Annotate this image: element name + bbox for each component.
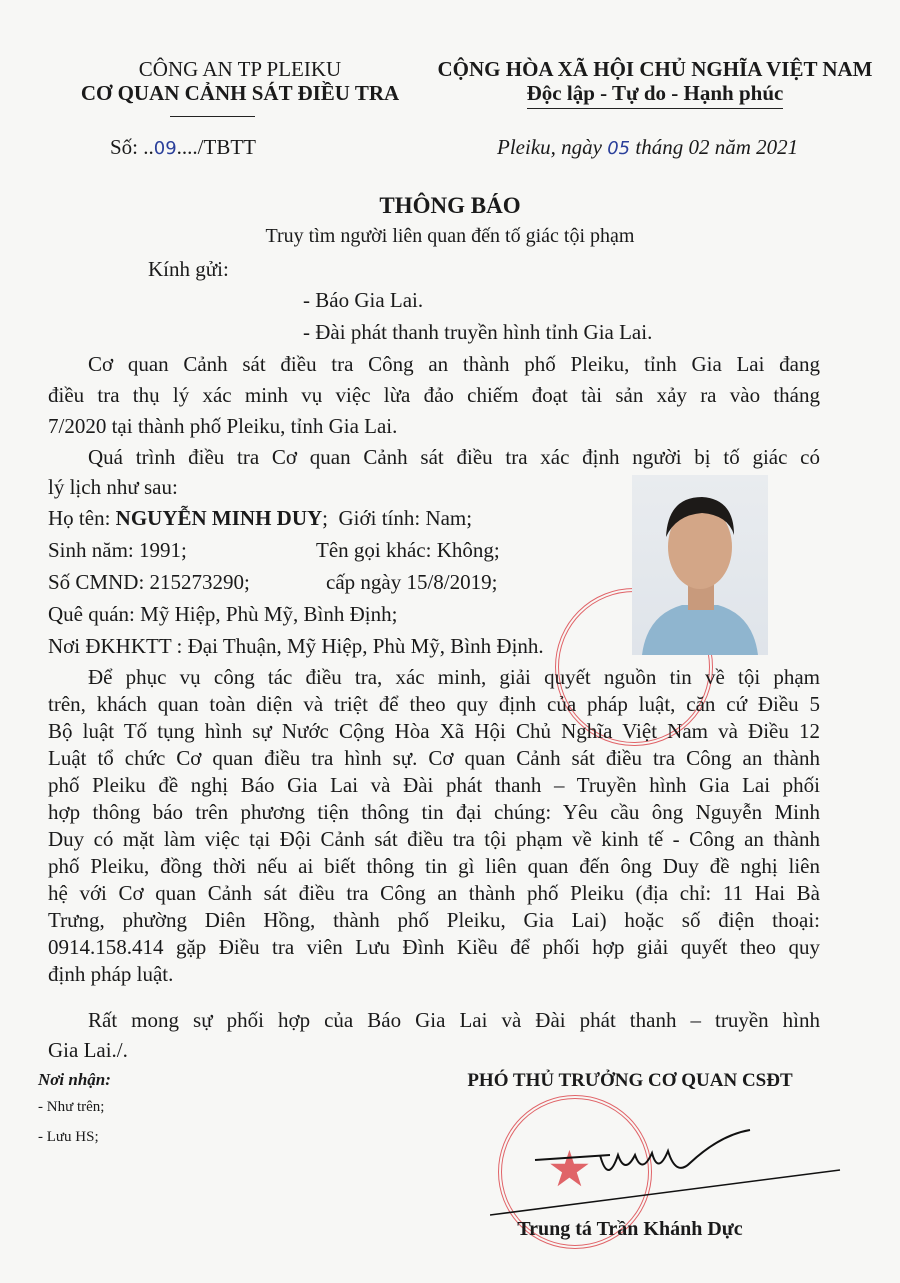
document-date: Pleiku, ngày 05 tháng 02 năm 2021 (497, 135, 799, 159)
person-residence: Nơi ĐKHKTT : Đại Thuận, Mỹ Hiệp, Phù Mỹ, Bình Định. (48, 634, 544, 658)
para3-line: 0914.158.414 gặp Điều tra viên Lưu Đình Kiều để phối hợp giải quyết theo quy (48, 935, 820, 959)
recipients-label: Kính gửi: (148, 257, 229, 281)
signatory-title: PHÓ THỦ TRƯỞNG CƠ QUAN CSĐT (467, 1070, 793, 1091)
para4-line: Rất mong sự phối hợp của Báo Gia Lai và Đài phát thanh – truyền hình (88, 1008, 820, 1032)
person-birth-line: Sinh năm: 1991; Tên gọi khác: Không; (48, 538, 500, 562)
para1-line: điều tra thụ lý xác minh vụ việc lừa đảo chiếm đoạt tài sản xảy ra vào tháng (48, 383, 820, 407)
para3-line: phố Pleiku đề nghị Báo Gia Lai và Đài phát thanh – Truyền hình Gia Lai phối (48, 773, 820, 797)
person-hometown: Quê quán: Mỹ Hiệp, Phù Mỹ, Bình Định; (48, 602, 398, 626)
distribution-item: - Lưu HS; (38, 1129, 99, 1145)
para1-line: Cơ quan Cảnh sát điều tra Công an thành phố Pleiku, tỉnh Gia Lai đang (88, 352, 820, 376)
document-title: THÔNG BÁO (379, 193, 521, 218)
signature-icon (490, 1115, 850, 1225)
distribution-label: Nơi nhận: (38, 1070, 111, 1089)
recipient-item: - Đài phát thanh truyền hình tỉnh Gia Lai. (303, 320, 653, 344)
para3-line: Trưng, phường Diên Hồng, thành phố Pleiku, Gia Lai) hoặc số điện thoại: (48, 908, 820, 932)
national-motto: Độc lập - Tự do - Hạnh phúc (410, 81, 900, 106)
para3-line: định pháp luật. (48, 962, 174, 986)
para2-line: lý lịch như sau: (48, 475, 178, 499)
document-subtitle: Truy tìm người liên quan đến tố giác tội phạm (265, 225, 635, 247)
person-photo (632, 475, 768, 655)
agency-name: CÔNG AN TP PLEIKU (138, 57, 342, 81)
signatory-name: Trung tá Trần Khánh Dực (517, 1218, 743, 1240)
person-id-line: Số CMND: 215273290; cấp ngày 15/8/2019; (48, 570, 498, 594)
recipient-item: - Báo Gia Lai. (303, 288, 424, 312)
para4-line: Gia Lai./. (48, 1038, 128, 1062)
para1-line: 7/2020 tại thành phố Pleiku, tỉnh Gia Lai. (48, 414, 398, 438)
para3-line: hệ với Cơ quan Cảnh sát điều tra Công an thành phố Pleiku (địa chỉ: 11 Hai Bà (48, 881, 820, 905)
national-title: CỘNG HÒA XÃ HỘI CHỦ NGHĨA VIỆT NAM (437, 57, 873, 81)
para3-line: Bộ luật Tố tụng hình sự Nước Cộng Hòa Xã Hội Chủ Nghĩa Việt Nam và Điều 12 (48, 719, 820, 743)
para3-line: hợp thông báo trên phương tiện thông tin đại chúng: Yêu cầu ông Nguyễn Minh (48, 800, 820, 824)
para3-line: trên, khách quan toàn diện và triệt để theo quy định của pháp luật, căn cứ Điều 5 (48, 692, 820, 716)
para3-line: Duy có mặt làm việc tại Đội Cảnh sát điều tra tội phạm về kinh tế - Công an thành (48, 827, 820, 851)
document-number: Số: ..09..../TBTT (110, 135, 256, 159)
person-name-line: Họ tên: NGUYỄN MINH DUY; Giới tính: Nam; (48, 506, 473, 530)
para2-line: Quá trình điều tra Cơ quan Cảnh sát điều tra xác định người bị tố giác có (88, 445, 820, 469)
para3-line: phố Pleiku, đồng thời nếu ai biết thông tin gì liên quan đến ông Duy đề nghị liên (48, 854, 820, 878)
official-seal-icon: ★ (498, 1095, 652, 1249)
para3-line: Luật tổ chức Cơ quan điều tra hình sự. Cơ quan Cảnh sát điều tra Công an thành (48, 746, 820, 770)
para3-line: Để phục vụ công tác điều tra, xác minh, giải quyết nguồn tin về tội phạm (88, 665, 820, 689)
header-divider (170, 116, 255, 117)
agency-department: CƠ QUAN CẢNH SÁT ĐIỀU TRA (80, 81, 400, 105)
distribution-item: - Như trên; (38, 1099, 105, 1115)
